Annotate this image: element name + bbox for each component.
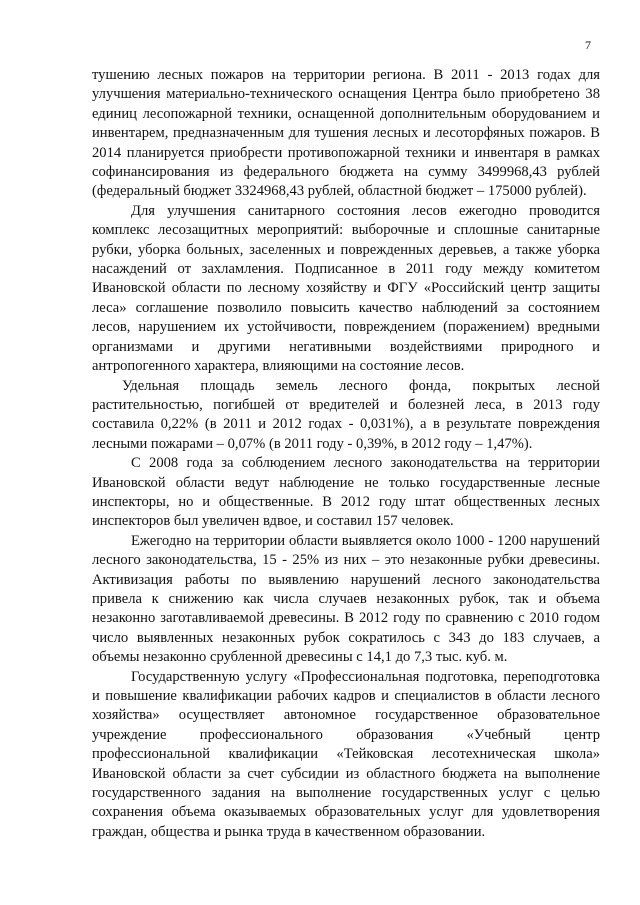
paragraph-training-service: Государственную услугу «Профессиональная подготовка, переподготовка и повышение квалификации рабочих кадров и специалистов в области лесного хозяйства» осуществляет автономное государственное образовательное учреждение профессионального образования «Учебный центр профессиональной квалификации «Тейковская лесотехническая школа» Ивановской области за счет субсидии из областного бюджета на выполнение государственного задания на выполнение государственных услуг с целью сохранения объема оказываемых образовательных услуг для удовлетворения граждан, общества и рынка труда в качественном образовании. [92,668,600,840]
paragraph-public-inspectors: С 2008 года за соблюдением лесного законодательства на территории Ивановской области ведут наблюдение не только государственные лесные инспекторы, но и общественные. В 2012 году штат общественных лесных инспекторов был увеличен вдвое, и составил 157 человек. [92,455,600,530]
body-text [92,66,600,842]
paragraph-fire-equipment: тушению лесных пожаров на территории региона. В 2011 - 2013 годах для улучшения материально-технического оснащения Центра было приобретено 38 единиц лесопожарной техники, оснащенной дополнительным оборудованием и инвентарем, предназначенным для тушения лесных и лесоторфяных пожаров. В 2014 планируется приобрести противопожарной техники и инвентаря в рамках софинансирования из федерального бюджета на сумму 3499968,43 рублей (федеральный бюджет 3324968,43 рублей, областной бюджет – 175000 рублей). [92,67,600,200]
paragraph-violations: Ежегодно на территории области выявляется около 1000 - 1200 нарушений лесного законодательства, 15 - 25% из них – это незаконные рубки древесины. Активизация работы по выявлению нарушений лесного законодательства привела к снижению как числа случаев незаконных рубок, так и объема незаконно заготавливаемой древесины. В 2012 году по сравнению с 2010 годом число выявленных незаконных рубок сократилось с 343 до 183 случаев, а объемы незаконно срубленной древесины с 14,1 до 7,3 тыс. куб. м. [92,532,600,666]
page-number: 7 [585,38,591,52]
paragraph-sanitary-measures: Для улучшения санитарного состояния лесов ежегодно проводится комплекс лесозащитных мероприятий: выборочные и сплошные санитарные рубки, уборка больных, заселенных и поврежденных деревьев, а также уборка насаждений от захламления. Подписанное в 2011 году между комитетом Ивановской области по лесному хозяйству и ФГУ «Российский центр защиты леса» соглашение позволило повысить качество наблюдений за состоянием лесов, нарушением их устойчивости, повреждением (поражением) вредными организмами и другими негативными воздействиями природного и антропогенного характера, влияющими на состояние лесов. [92,202,600,375]
paragraph-forest-damage-share: Удельная площадь земель лесного фонда, покрытых лесной растительностью, погибшей от вредителей и болезней леса, в 2013 году составила 0,22% (в 2011 и 2012 годах - 0,031%), а в результате повреждения лесными пожарами – 0,07% (в 2011 году - 0,39%, в 2012 году – 1,47%). [92,377,600,452]
